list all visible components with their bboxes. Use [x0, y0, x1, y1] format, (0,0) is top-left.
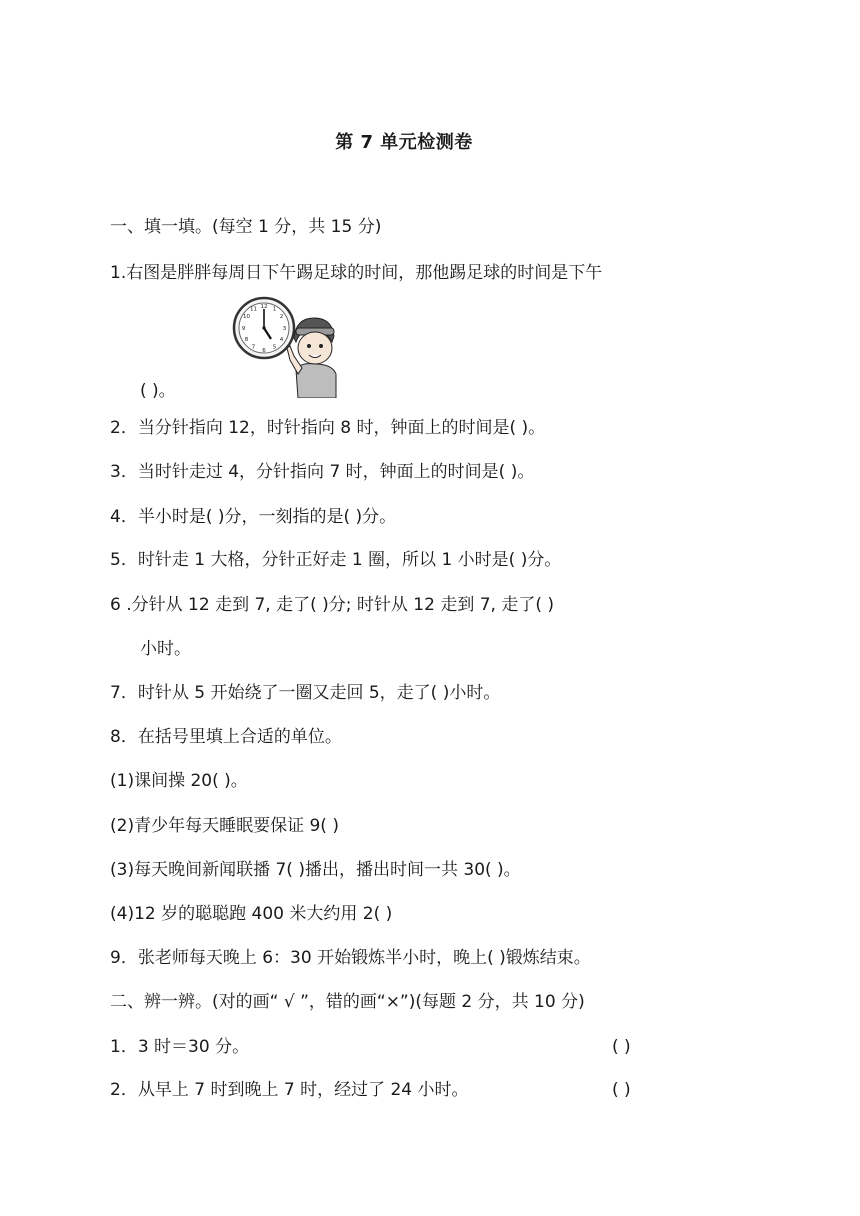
question-4: 4．半小时是( )分，一刻指的是( )分。: [110, 507, 397, 527]
question-5: 5．时针走 1 大格，分针正好走 1 圈，所以 1 小时是( )分。: [110, 550, 562, 570]
question-8: 8．在括号里填上合适的单位。: [110, 727, 342, 747]
question-6-line-2: 小时。: [140, 639, 191, 659]
section-fill-heading: 一、填一填。(每空 1 分，共 15 分): [110, 217, 382, 237]
svg-text:9: 9: [241, 326, 246, 332]
judge-answer-paren-1: ( ): [612, 1037, 631, 1057]
question-7: 7．时针从 5 开始绕了一圈又走回 5，走了( )小时。: [110, 683, 501, 703]
question-1-line-2: ( )。: [140, 381, 176, 401]
svg-text:10: 10: [243, 314, 250, 320]
judge-question-1: 1．3 时＝30 分。: [110, 1037, 250, 1057]
svg-text:4: 4: [279, 337, 284, 343]
question-2: 2．当分针指向 12，时针指向 8 时，钟面上的时间是( )。: [110, 418, 546, 438]
svg-text:12: 12: [260, 304, 268, 310]
question-3: 3．当时针走过 4，分针指向 7 时，钟面上的时间是( )。: [110, 462, 535, 482]
question-6-line-1: 6 .分针从 12 走到 7, 走了( )分; 时针从 12 走到 7, 走了( ): [110, 595, 555, 615]
question-1-line-1: 1.右图是胖胖每周日下午踢足球的时间，那他踢足球的时间是下午: [110, 263, 603, 283]
svg-text:11: 11: [250, 306, 257, 313]
question-9: 9．张老师每天晚上 6：30 开始锻炼半小时，晚上( )锻炼结束。: [110, 948, 591, 968]
question-8-1: (1)课间操 20( )。: [110, 771, 248, 791]
svg-text:2: 2: [279, 314, 284, 320]
svg-text:8: 8: [244, 337, 249, 343]
question-8-3: (3)每天晚间新闻联播 7( )播出，播出时间一共 30( )。: [110, 860, 521, 880]
judge-question-2: 2．从早上 7 时到晚上 7 时，经过了 24 小时。: [110, 1080, 469, 1100]
boy-pointing-illustration: [284, 312, 342, 398]
svg-text:5: 5: [272, 344, 277, 351]
page-title: 第 7 单元检测卷: [335, 132, 473, 153]
question-8-2: (2)青少年每天睡眠要保证 9( ): [110, 816, 339, 836]
svg-text:1: 1: [272, 306, 277, 313]
svg-text:7: 7: [251, 344, 256, 351]
question-8-4: (4)12 岁的聪聪跑 400 米大约用 2( ): [110, 904, 393, 924]
svg-text:6: 6: [262, 348, 266, 354]
svg-text:3: 3: [282, 326, 287, 332]
section-judge-heading: 二、辨一辨。(对的画“ √ ”，错的画“×”)(每题 2 分，共 10 分): [110, 992, 585, 1012]
judge-answer-paren-2: ( ): [612, 1080, 631, 1100]
